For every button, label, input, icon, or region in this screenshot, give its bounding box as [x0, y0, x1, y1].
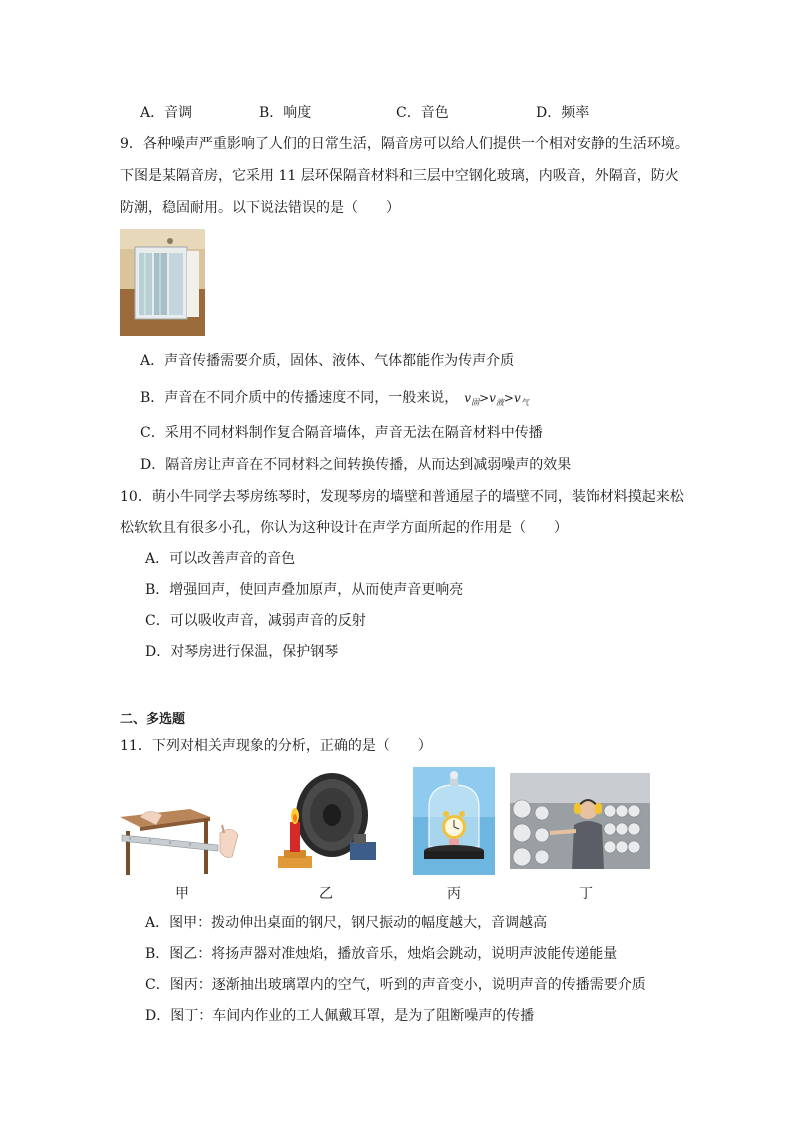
caption-ding: 丁 — [579, 886, 593, 902]
q11-option-a: A．图甲：拨动伸出桌面的钢尺，钢尺振动的幅度越大，音调越高 — [145, 915, 548, 931]
figure-ding-worker-earmuffs — [510, 773, 650, 869]
q11-stem: 11．下列对相关声现象的分析，正确的是（ ） — [120, 738, 432, 754]
caption-jia: 甲 — [175, 886, 189, 902]
q9-option-d: D．隔音房让声音在不同材料之间转换传播，从而达到减弱噪声的效果 — [140, 457, 572, 473]
q10-option-b: B．增强回声，使回声叠加原声，从而使声音更响亮 — [145, 582, 464, 598]
q11-option-c: C．图丙：逐渐抽出玻璃罩内的空气，听到的声音变小，说明声音的传播需要介质 — [145, 977, 646, 993]
q10-stem-line1: 10．萌小牛同学去琴房练琴时，发现琴房的墙壁和普通屋子的墙壁不同，装饰材料摸起来松 — [120, 489, 684, 505]
q8-option-c: C．音色 — [396, 105, 449, 121]
q9-stem-line2: 下图是某隔音房，它采用 11 层环保隔音材料和三层中空钢化玻璃，内吸音，外隔音，防火 — [120, 168, 679, 184]
q9-option-a: A．声音传播需要介质，固体、液体、气体都能作为传声介质 — [140, 353, 515, 369]
q10-option-a: A．可以改善声音的音色 — [145, 551, 296, 567]
q8-option-d: D．频率 — [536, 105, 590, 121]
q8-option-a: A．音调 — [140, 105, 193, 121]
q11-option-d: D．图丁：车间内作业的工人佩戴耳罩，是为了阻断噪声的传播 — [145, 1008, 535, 1024]
soundproof-room-photo — [120, 229, 205, 336]
q10-option-c: C．可以吸收声音，减弱声音的反射 — [145, 613, 366, 629]
q10-stem-line2: 松软软且有很多小孔，你认为这种设计在声学方面所起的作用是（ ） — [120, 520, 568, 536]
q10-option-d: D．对琴房进行保温，保护钢琴 — [145, 644, 339, 660]
figure-bing-bell-jar — [413, 767, 495, 875]
figure-jia-ruler — [120, 795, 245, 875]
figure-yi-speaker-candle — [270, 770, 380, 875]
q9-stem-line3: 防潮，稳固耐用。以下说法错误的是（ ） — [120, 200, 400, 216]
caption-bing: 丙 — [447, 886, 461, 902]
q8-option-b: B．响度 — [259, 105, 312, 121]
q9-option-c: C．采用不同材料制作复合隔音墙体，声音无法在隔音材料中传播 — [140, 425, 543, 441]
q9-option-b-text: B．声音在不同介质中的传播速度不同，一般来说， — [140, 390, 459, 406]
section-title: 二、多选题 — [120, 712, 186, 727]
q9-option-b — [140, 388, 529, 413]
caption-yi: 乙 — [319, 886, 333, 902]
q9-stem-line1: 9．各种噪声严重影响了人们的日常生活，隔音房可以给人们提供一个相对安静的生活环境。 — [120, 136, 689, 152]
q11-option-b: B．图乙：将扬声器对准烛焰，播放音乐，烛焰会跳动，说明声波能传递能量 — [145, 946, 618, 962]
q9-option-b-formula: $v_固>v_液>v_气$ — [464, 391, 529, 407]
